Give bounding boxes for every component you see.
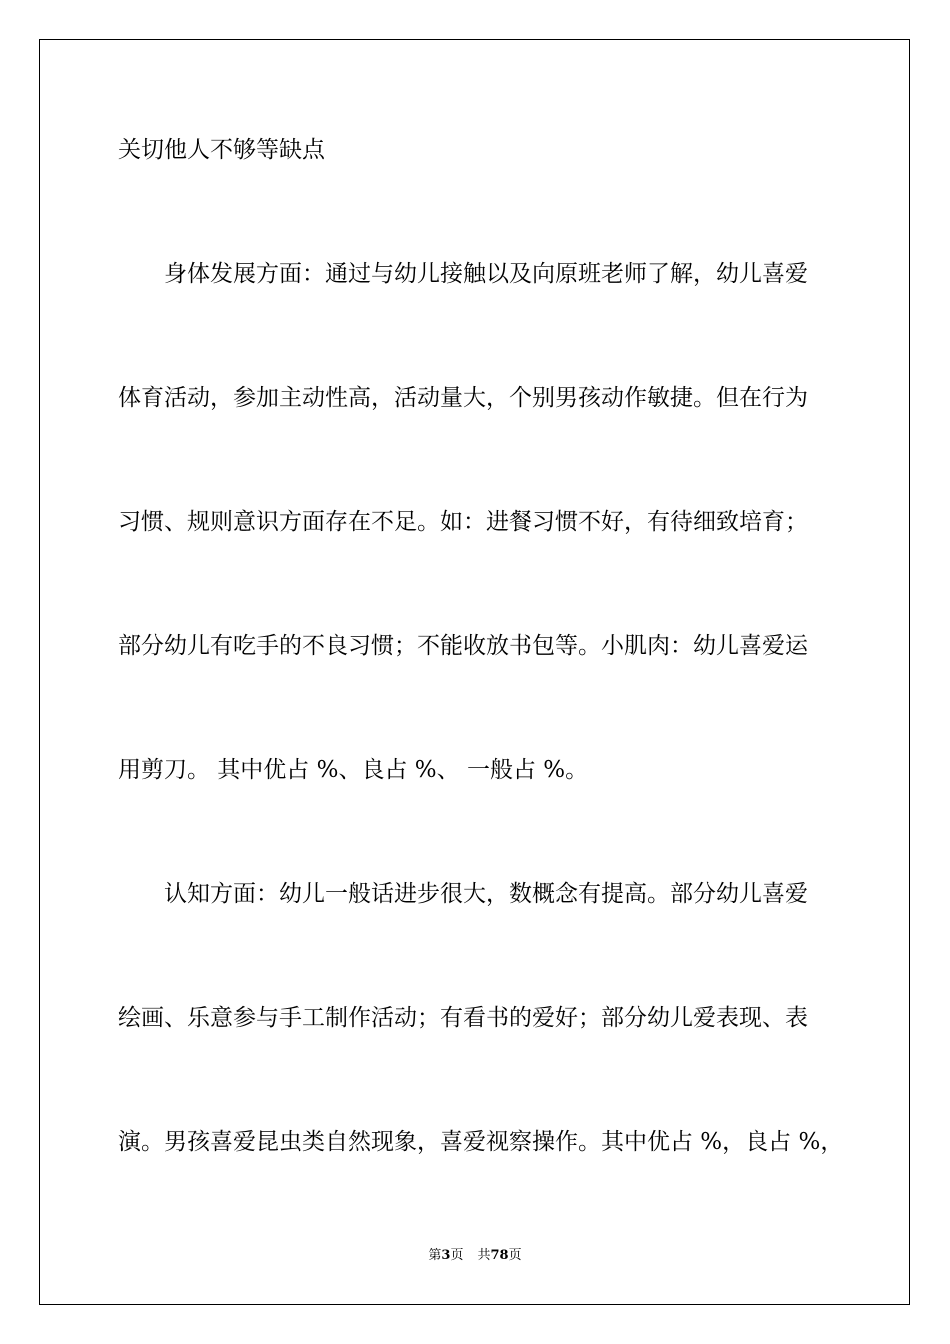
body-line-4: 习惯、规则意识方面存在不足。如：进餐习惯不好，有待细致培育； — [118, 509, 808, 535]
footer-page-suffix: 页 — [450, 1248, 464, 1263]
footer-page-number: 3 — [441, 1248, 451, 1263]
footer-total-suffix: 页 — [508, 1248, 522, 1263]
body-line-9: 演。男孩喜爱昆虫类自然现象，喜爱视察操作。其中优占 %，良占 %， — [118, 1129, 844, 1155]
body-line-1: 关切他人不够等缺点 — [118, 137, 325, 163]
body-line-8: 绘画、乐意参与手工制作活动；有看书的爱好；部分幼儿爱表现、表 — [118, 1005, 808, 1031]
body-line-2: 身体发展方面：通过与幼儿接触以及向原班老师了解，幼儿喜爱 — [164, 261, 808, 287]
body-line-6: 用剪刀。 其中优占 %、良占 %、 一般占 %。 — [118, 757, 589, 783]
page-border — [39, 39, 910, 1305]
body-line-3: 体育活动，参加主动性高，活动量大，个别男孩动作敏捷。但在行为 — [118, 385, 808, 411]
page-footer — [0, 1247, 950, 1265]
body-line-7: 认知方面：幼儿一般话进步很大，数概念有提高。部分幼儿喜爱 — [164, 881, 808, 907]
footer-total-prefix: 共 — [477, 1248, 491, 1263]
footer-total-pages: 78 — [490, 1248, 509, 1263]
footer-page-prefix: 第 — [428, 1248, 442, 1263]
body-line-5: 部分幼儿有吃手的不良习惯；不能收放书包等。小肌肉：幼儿喜爱运 — [118, 633, 808, 659]
